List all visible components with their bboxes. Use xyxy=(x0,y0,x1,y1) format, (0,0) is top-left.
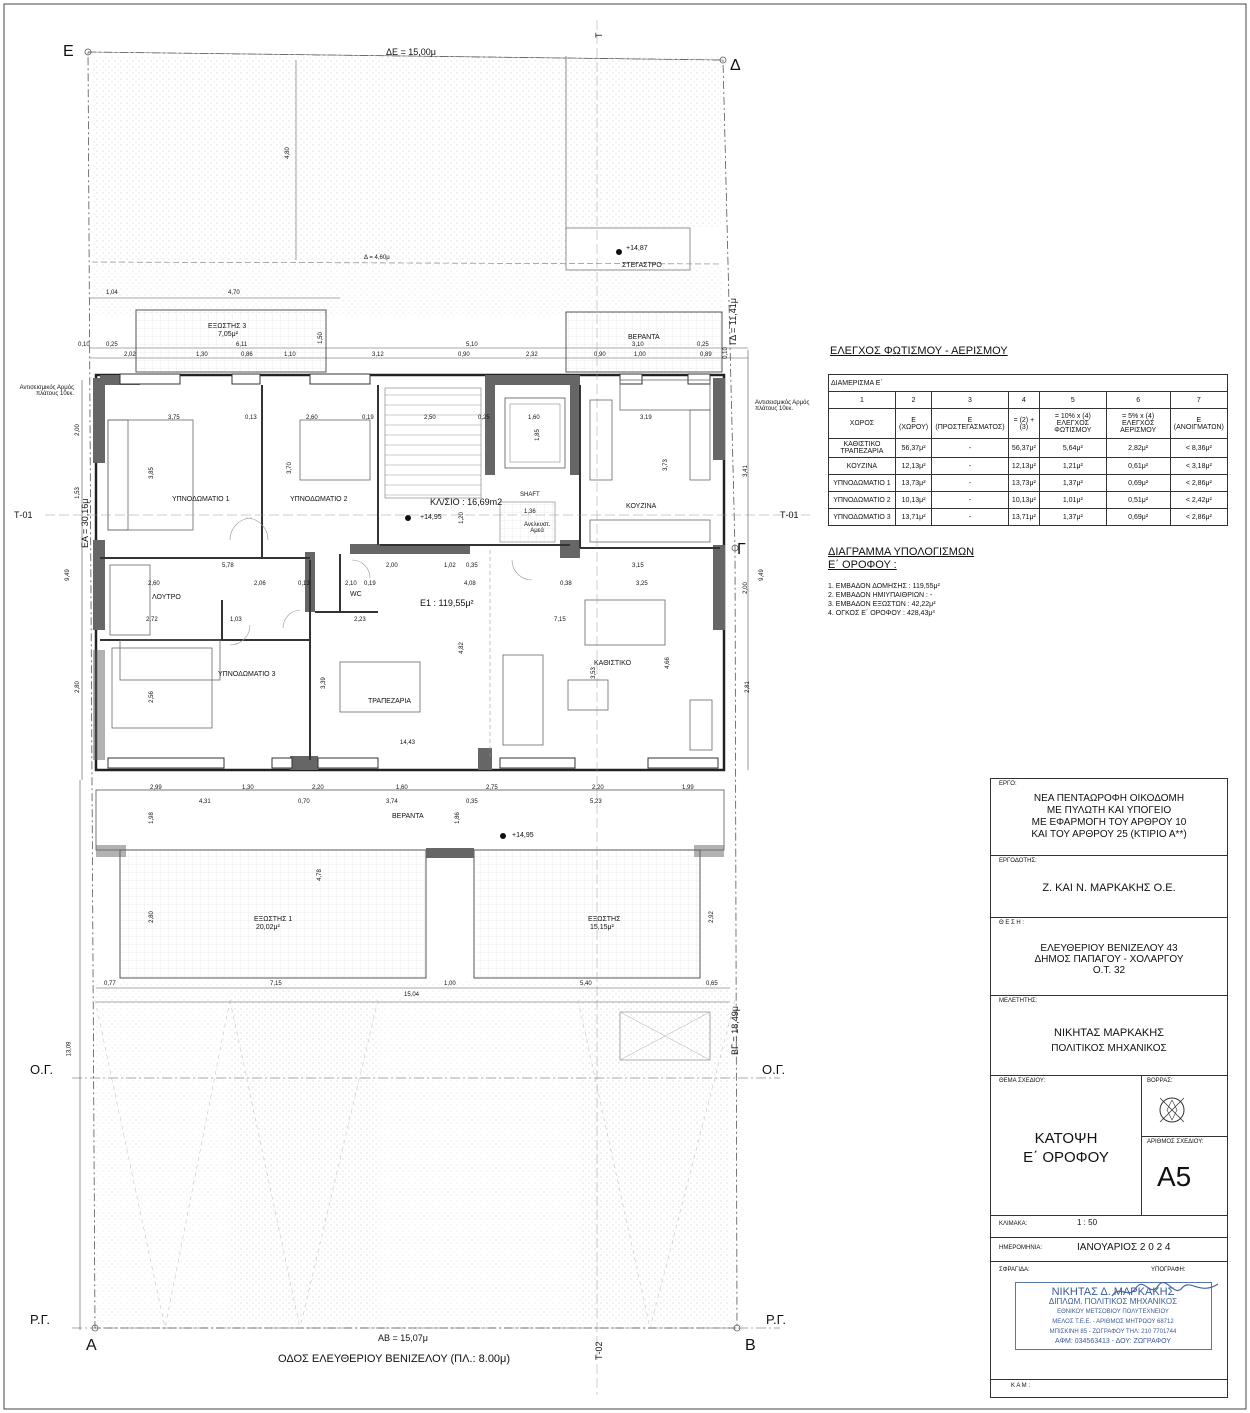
project-line: ΚΑΙ ΤΟΥ ΑΡΘΡΟΥ 25 (ΚΤΙΡΙΟ Α**) xyxy=(1031,829,1187,840)
dim: 0,35 xyxy=(466,563,478,569)
room-bedroom2: ΥΠΝΟΔΩΜΑΤΙΟ 2 xyxy=(290,496,348,503)
cell: 1,37μ² xyxy=(1040,475,1107,492)
dim: 0,25 xyxy=(106,342,118,348)
cell: - xyxy=(932,509,1008,526)
col-number: 4 xyxy=(1008,392,1039,409)
dim: 2,72 xyxy=(146,617,158,623)
cell: 2,82μ² xyxy=(1106,439,1170,458)
dim: 2,00 xyxy=(386,563,398,569)
list-item: 2. ΕΜΒΑΔΟΝ ΗΜΙΥΠΑΙΘΡΙΩΝ : - xyxy=(828,592,933,599)
room-bedroom1: ΥΠΝΟΔΩΜΑΤΙΟ 1 xyxy=(172,496,230,503)
dim: 2,02 xyxy=(124,352,136,358)
dim: 4,82 xyxy=(458,642,465,654)
dim-ea: ΕΑ = 30,16μ xyxy=(80,498,90,548)
stamp-line: ΕΘΝΙΚΟΥ ΜΕΤΣΟΒΙΟΥ ΠΟΛΥΤΕΧΝΕΙΟΥ xyxy=(1057,1309,1169,1315)
dim: 3,39 xyxy=(320,677,327,689)
room-exostis1: ΕΞΩΣΤΗΣ 1 xyxy=(254,916,293,923)
cell: ΥΠΝΟΔΩΜΑΤΙΟ 3 xyxy=(829,509,896,526)
project-line: ΜΕ ΕΦΑΡΜΟΓΗ ΤΟΥ ΑΡΘΡΟΥ 10 xyxy=(1031,817,1187,828)
lighting-title: ΕΛΕΓΧΟΣ ΦΩΤΙΣΜΟΥ - ΑΕΡΙΣΜΟΥ xyxy=(830,345,1008,357)
cell: 0,69μ² xyxy=(1106,509,1170,526)
dim: 1,99 xyxy=(682,785,694,791)
dim: 0,90 xyxy=(594,352,606,358)
dim: 0,86 xyxy=(241,352,253,358)
dim: 0,77 xyxy=(104,981,116,987)
calc-list xyxy=(828,582,940,618)
col-header: Ε (ΑΝΟΙΓΜΑΤΩΝ) xyxy=(1170,409,1227,439)
room-exostis3-area: 7,05μ² xyxy=(218,331,238,338)
cell: 13,73μ² xyxy=(1008,475,1039,492)
scale-caption: ΚΛΙΜΑΚΑ: xyxy=(999,1221,1028,1227)
dim: 3,73 xyxy=(662,459,669,471)
north-caption: ΒΟΡΡΑΣ: xyxy=(1147,1078,1173,1084)
room-shaft: SHAFT xyxy=(520,492,540,498)
dim-bg: ΒΓ = 18,49μ xyxy=(730,1006,740,1055)
section-t01-right: Τ-01 xyxy=(780,510,799,520)
engineer xyxy=(991,1025,1227,1057)
col-number: 1 xyxy=(829,392,896,409)
stamp-line: ΑΦΜ: 034563413 - ΔΟΥ: ΖΩΓΡΑΦΟΥ xyxy=(1054,1338,1172,1345)
dim: 1,86 xyxy=(454,812,461,824)
calc-title-line2: Ε΄ ΟΡΟΦΟΥ : xyxy=(828,559,897,571)
project-title xyxy=(991,793,1227,841)
dim: 2,81 xyxy=(744,681,751,693)
dim: 2,20 xyxy=(592,785,604,791)
cell: 1,21μ² xyxy=(1040,458,1107,475)
dim: 4,08 xyxy=(464,581,476,587)
dim: 4,66 xyxy=(664,657,671,669)
col-number: 2 xyxy=(895,392,931,409)
level-hall: +14,95 xyxy=(420,514,442,521)
dim: 3,70 xyxy=(286,462,293,474)
dim: 15,04 xyxy=(404,992,420,998)
location-line: ΔΗΜΟΣ ΠΑΠΑΓΟΥ - ΧΟΛΑΡΓΟΥ xyxy=(1034,954,1184,965)
dim: 3,85 xyxy=(148,467,155,479)
date-caption: ΗΜΕΡΟΜΗΝΙΑ: xyxy=(999,1245,1043,1251)
kam-caption: Κ Α Μ : xyxy=(1011,1383,1031,1389)
dim: 2,10 xyxy=(345,581,357,587)
dim: 1,10 xyxy=(284,352,296,358)
table-row xyxy=(829,458,1228,475)
corner-b: Β xyxy=(745,1337,756,1354)
section-t-top: Τ xyxy=(594,32,604,38)
section-t01-left: Τ-01 xyxy=(14,510,33,520)
dim: 3,12 xyxy=(372,352,384,358)
client-name: Ζ. ΚΑΙ Ν. ΜΑΡΚΑΚΗΣ Ο.Ε. xyxy=(1042,882,1176,894)
col-header: = 10% x (4) ΕΛΕΓΧΟΣ ΦΩΤΙΣΜΟΥ xyxy=(1040,409,1107,439)
dim: 4,78 xyxy=(316,869,323,881)
room-kitchen: ΚΟΥΖΙΝΑ xyxy=(626,503,657,510)
location-line: Ο.Τ. 32 xyxy=(1092,965,1126,976)
dim: 2,80 xyxy=(148,911,155,923)
location-line: ΕΛΕΥΘΕΡΙΟΥ ΒΕΝΙΖΕΛΟΥ 43 xyxy=(1040,943,1178,954)
list-item: 3. ΕΜΒΑΔΟΝ ΕΞΩΣΤΩΝ : 42,22μ² xyxy=(828,601,936,608)
dim: 1,85 xyxy=(534,429,541,441)
col-header: Ε (ΠΡΟΣΤΕΓΑΣΜΑΤΟΣ) xyxy=(932,409,1008,439)
stegastro-label: ΣΤΕΓΑΣΤΡΟ xyxy=(622,262,662,269)
engineer-title: ΠΟΛΙΤΙΚΟΣ ΜΗΧΑΝΙΚΟΣ xyxy=(1051,1043,1167,1054)
dim: 1,50 xyxy=(317,332,324,344)
dim: 1,20 xyxy=(458,512,465,524)
dim: 2,60 xyxy=(306,415,318,421)
dim: 1,03 xyxy=(230,617,242,623)
cell: ΥΠΝΟΔΩΜΑΤΙΟ 2 xyxy=(829,492,896,509)
cell: < 2,86μ² xyxy=(1170,509,1227,526)
project-line: ΜΕ ΠΥΛΩΤΗ ΚΑΙ ΥΠΟΓΕΙΟ xyxy=(1046,805,1172,816)
cell: < 2,86μ² xyxy=(1170,475,1227,492)
drawing-number-caption: ΑΡΙΘΜΟΣ ΣΧΕΔΙΟΥ: xyxy=(1147,1139,1204,1145)
antiseismic-right: Αντισεισμικός Αρμός πλάτους 10εκ. xyxy=(755,400,810,412)
table-row xyxy=(829,475,1228,492)
list-item: 4. ΟΓΚΟΣ Ε΄ ΟΡΟΦΟΥ : 428,43μ³ xyxy=(828,610,935,617)
lighting-table xyxy=(828,374,1228,526)
cell: - xyxy=(932,492,1008,509)
dim: 3,74 xyxy=(386,799,398,805)
stamp-line: ΜΠΙΣΚΙΝΗ 85 - ΖΩΓΡΑΦΟΥ ΤΗΛ: 210 7701744 xyxy=(1049,1329,1177,1335)
dim: 0,25 xyxy=(478,415,490,421)
dim: 2,00 xyxy=(742,582,749,594)
og-left: Ο.Γ. xyxy=(30,1062,54,1077)
dim: 0,70 xyxy=(298,799,310,805)
col-header: = 5% x (4) ΕΛΕΓΧΟΣ ΑΕΡΙΣΜΟΥ xyxy=(1106,409,1170,439)
dim: 0,65 xyxy=(706,981,718,987)
corner-e: Ε xyxy=(63,43,74,60)
dim: 3,41 xyxy=(742,465,749,477)
ergo-caption: ΕΡΓΟ: xyxy=(999,781,1017,787)
dim: 0,89 xyxy=(700,352,712,358)
drawing-theme xyxy=(991,1129,1141,1167)
dim: 5,23 xyxy=(590,799,602,805)
cell: 1,01μ² xyxy=(1040,492,1107,509)
cell: ΚΑΘΙΣΤΙΚΟ ΤΡΑΠΕΖΑΡΙΑ xyxy=(829,439,896,458)
dim: 0,90 xyxy=(458,352,470,358)
signature-caption: ΥΠΟΓΡΑΦΗ: xyxy=(1151,1267,1186,1273)
cell: < 8,36μ² xyxy=(1170,439,1227,458)
cell: 10,13μ² xyxy=(1008,492,1039,509)
room-bedroom3: ΥΠΝΟΔΩΜΑΤΙΟ 3 xyxy=(218,671,276,678)
corner-g: Γ xyxy=(737,541,746,558)
corner-d: Δ xyxy=(730,57,741,74)
date-value: ΙΑΝΟΥΑΡΙΟΣ 2 0 2 4 xyxy=(1077,1242,1171,1253)
dim: 5,10 xyxy=(466,342,478,348)
dim: 2,56 xyxy=(148,691,155,703)
dim: 2,50 xyxy=(424,415,436,421)
theme-caption: ΘΕΜΑ ΣΧΕΔΙΟΥ: xyxy=(999,1078,1046,1084)
dim: 2,32 xyxy=(526,352,538,358)
dim: 3,19 xyxy=(640,415,652,421)
dim: 2,60 xyxy=(148,581,160,587)
dim: 6,11 xyxy=(236,342,248,348)
rg-left: Ρ.Γ. xyxy=(30,1312,50,1327)
ergodotis-caption: ΕΡΓΟΔΟΤΗΣ: xyxy=(999,858,1037,864)
dim: 2,75 xyxy=(486,785,498,791)
room-living: ΚΑΘΙΣΤΙΚΟ xyxy=(594,660,632,667)
dim: 2,20 xyxy=(312,785,324,791)
cell: - xyxy=(932,475,1008,492)
table-row xyxy=(829,492,1228,509)
dim: 4,31 xyxy=(199,799,211,805)
cell: 0,69μ² xyxy=(1106,475,1170,492)
room-dining: ΤΡΑΠΕΖΑΡΙΑ xyxy=(368,698,412,705)
col-number: 7 xyxy=(1170,392,1227,409)
dim: 1,36 xyxy=(524,509,536,515)
dim: 3,10 xyxy=(632,342,644,348)
cell: 12,13μ² xyxy=(895,458,931,475)
col-header: = (2) + (3) xyxy=(1008,409,1039,439)
cell: 12,13μ² xyxy=(1008,458,1039,475)
dim: 2,80 xyxy=(74,681,81,693)
calc-title xyxy=(828,546,974,572)
dim: 4,70 xyxy=(228,290,240,296)
signature-icon xyxy=(1110,1280,1220,1302)
cell: ΚΟΥΖΙΝΑ xyxy=(829,458,896,475)
cell: - xyxy=(932,458,1008,475)
dim: 5,78 xyxy=(222,563,234,569)
og-right: Ο.Γ. xyxy=(762,1062,786,1077)
cell: 13,71μ² xyxy=(1008,509,1039,526)
dim: 7,15 xyxy=(270,981,282,987)
stamp-caption: ΣΦΡΑΓΙΔΑ: xyxy=(999,1267,1030,1273)
dim: 2,92 xyxy=(708,911,715,923)
stamp-line: ΔΙΠΛΩΜ. ΠΟΛΙΤΙΚΟΣ ΜΗΧΑΝΙΚΟΣ xyxy=(1048,1297,1178,1306)
room-veranda-top: ΒΕΡΑΝΤΑ xyxy=(628,334,660,341)
dim: 9,49 xyxy=(64,569,71,581)
stegastro-level: +14,87 xyxy=(626,245,648,252)
dim: 1,98 xyxy=(148,812,155,824)
room-exostis2-area: 15,15μ² xyxy=(590,924,614,931)
col-number: 6 xyxy=(1106,392,1170,409)
dim-delta: Δ = 4,60μ xyxy=(364,255,390,261)
list-item: 1. ΕΜΒΑΔΟΝ ΔΟΜΗΣΗΣ : 119,55μ² xyxy=(828,583,940,590)
col-header: ΧΩΡΟΣ xyxy=(829,409,896,439)
cell: < 3,18μ² xyxy=(1170,458,1227,475)
room-stair: ΚΛ/ΣΙΟ : 16,69m2 xyxy=(430,497,503,507)
room-exostis1-area: 20,02μ² xyxy=(256,924,280,931)
dim: 0,25 xyxy=(697,342,709,348)
section-t02: Τ-02 xyxy=(594,1341,604,1360)
dim: 3,53 xyxy=(590,667,597,679)
street-name: ΟΔΟΣ ΕΛΕΥΘΕΡΙΟΥ ΒΕΝΙΖΕΛΟΥ (ΠΛ.: 8.00μ) xyxy=(278,1353,511,1365)
dim: 3,25 xyxy=(636,581,648,587)
dim: 1,60 xyxy=(396,785,408,791)
dim: 2,06 xyxy=(254,581,266,587)
cell: 10,13μ² xyxy=(895,492,931,509)
dim: 13,09 xyxy=(66,1041,73,1057)
north-arrow-icon xyxy=(1157,1095,1187,1125)
engineer-caption: ΜΕΛΕΤΗΤΗΣ: xyxy=(999,998,1038,1004)
dim: 0,13 xyxy=(245,415,257,421)
antiseismic-left: Αντισεισμικός Αρμός πλάτους 10εκ. xyxy=(19,385,74,397)
drawing-number: Α5 xyxy=(1157,1161,1192,1192)
dim: 3,15 xyxy=(632,563,644,569)
dim: 1,04 xyxy=(106,290,118,296)
dim: 4,80 xyxy=(284,147,291,159)
location xyxy=(991,943,1227,976)
cell: 0,51μ² xyxy=(1106,492,1170,509)
dim: 1,30 xyxy=(196,352,208,358)
room-lift: Ανελκυστ. Αμεά xyxy=(524,522,551,534)
room-bath: ΛΟΥΤΡΟ xyxy=(152,594,181,601)
dim: 0,13 xyxy=(298,581,310,587)
cell: 13,71μ² xyxy=(895,509,931,526)
location-caption: Θ Ε Σ Η : xyxy=(999,920,1025,926)
dim-de: ΔΕ = 15,00μ xyxy=(386,47,436,57)
dim: 7,15 xyxy=(554,617,566,623)
dim: 3,75 xyxy=(168,415,180,421)
cell: 56,37μ² xyxy=(1008,439,1039,458)
dim: 0,35 xyxy=(466,799,478,805)
dim: 2,23 xyxy=(354,617,366,623)
theme-line: Ε΄ ΟΡΟΦΟΥ xyxy=(1023,1149,1109,1166)
cell: 1,37μ² xyxy=(1040,509,1107,526)
dim: 1,00 xyxy=(634,352,646,358)
room-e1: Ε1 : 119,55μ² xyxy=(420,598,474,608)
room-wc: WC xyxy=(350,591,362,598)
room-exostis2: ΕΞΩΣΤΗΣ xyxy=(588,916,621,923)
rg-right: Ρ.Γ. xyxy=(766,1312,786,1327)
dim-ab: ΑΒ = 15,07μ xyxy=(378,1333,428,1343)
dim: 0,38 xyxy=(560,581,572,587)
project-line: ΝΕΑ ΠΕΝΤΑΩΡΟΦΗ ΟΙΚΟΔΟΜΗ xyxy=(1033,793,1185,804)
cell: 5,64μ² xyxy=(1040,439,1107,458)
dim: 1,53 xyxy=(74,487,81,499)
cell: 0,61μ² xyxy=(1106,458,1170,475)
cell: ΥΠΝΟΔΩΜΑΤΙΟ 1 xyxy=(829,475,896,492)
cell: - xyxy=(932,439,1008,458)
corner-a: Α xyxy=(86,1337,97,1354)
dim: 1,30 xyxy=(242,785,254,791)
dim: 1,02 xyxy=(444,563,456,569)
dim: 14,43 xyxy=(400,740,416,746)
dim: 2,99 xyxy=(150,785,162,791)
level-veranda: +14,95 xyxy=(512,832,534,839)
scale-value: 1 : 50 xyxy=(1077,1218,1098,1227)
dim: 5,40 xyxy=(580,981,592,987)
lighting-apartment: ΔΙΑΜΕΡΙΣΜΑ Ε΄ xyxy=(829,375,1228,392)
room-veranda-bottom: ΒΕΡΑΝΤΑ xyxy=(392,813,424,820)
col-header: Ε (ΧΩΡΟΥ) xyxy=(895,409,931,439)
engineer-name: ΝΙΚΗΤΑΣ ΜΑΡΚΑΚΗΣ xyxy=(1054,1027,1164,1039)
room-exostis3: ΕΞΩΣΤΗΣ 3 xyxy=(208,323,247,330)
table-row xyxy=(829,509,1228,526)
dim: 1,00 xyxy=(444,981,456,987)
stamp-line: ΜΕΛΟΣ Τ.Ε.Ε. - ΑΡΙΘΜΟΣ ΜΗΤΡΩΟΥ 68712 xyxy=(1052,1319,1174,1325)
cell: 13,73μ² xyxy=(895,475,931,492)
dim: 0,10 xyxy=(722,347,729,359)
col-number: 5 xyxy=(1040,392,1107,409)
stamp-line: ΝΙΚΗΤΑΣ Δ. ΜΑΡΚΑΚΗΣ xyxy=(1051,1286,1175,1298)
dim-gd: ΓΔ = 11,41μ xyxy=(728,298,738,345)
dim: 0,19 xyxy=(362,415,374,421)
cell: < 2,42μ² xyxy=(1170,492,1227,509)
dim: 0,19 xyxy=(364,581,376,587)
calc-title-line1: ΔΙΑΓΡΑΜΜΑ ΥΠΟΛΟΓΙΣΜΩΝ xyxy=(828,546,975,558)
dim: 1,60 xyxy=(528,415,540,421)
dim: 2,00 xyxy=(74,424,81,436)
col-number: 3 xyxy=(932,392,1008,409)
dim: 0,10 xyxy=(78,342,90,348)
dim: 9,49 xyxy=(758,569,765,581)
table-row xyxy=(829,439,1228,458)
cell: 56,37μ² xyxy=(895,439,931,458)
theme-line: ΚΑΤΟΨΗ xyxy=(1034,1130,1098,1147)
